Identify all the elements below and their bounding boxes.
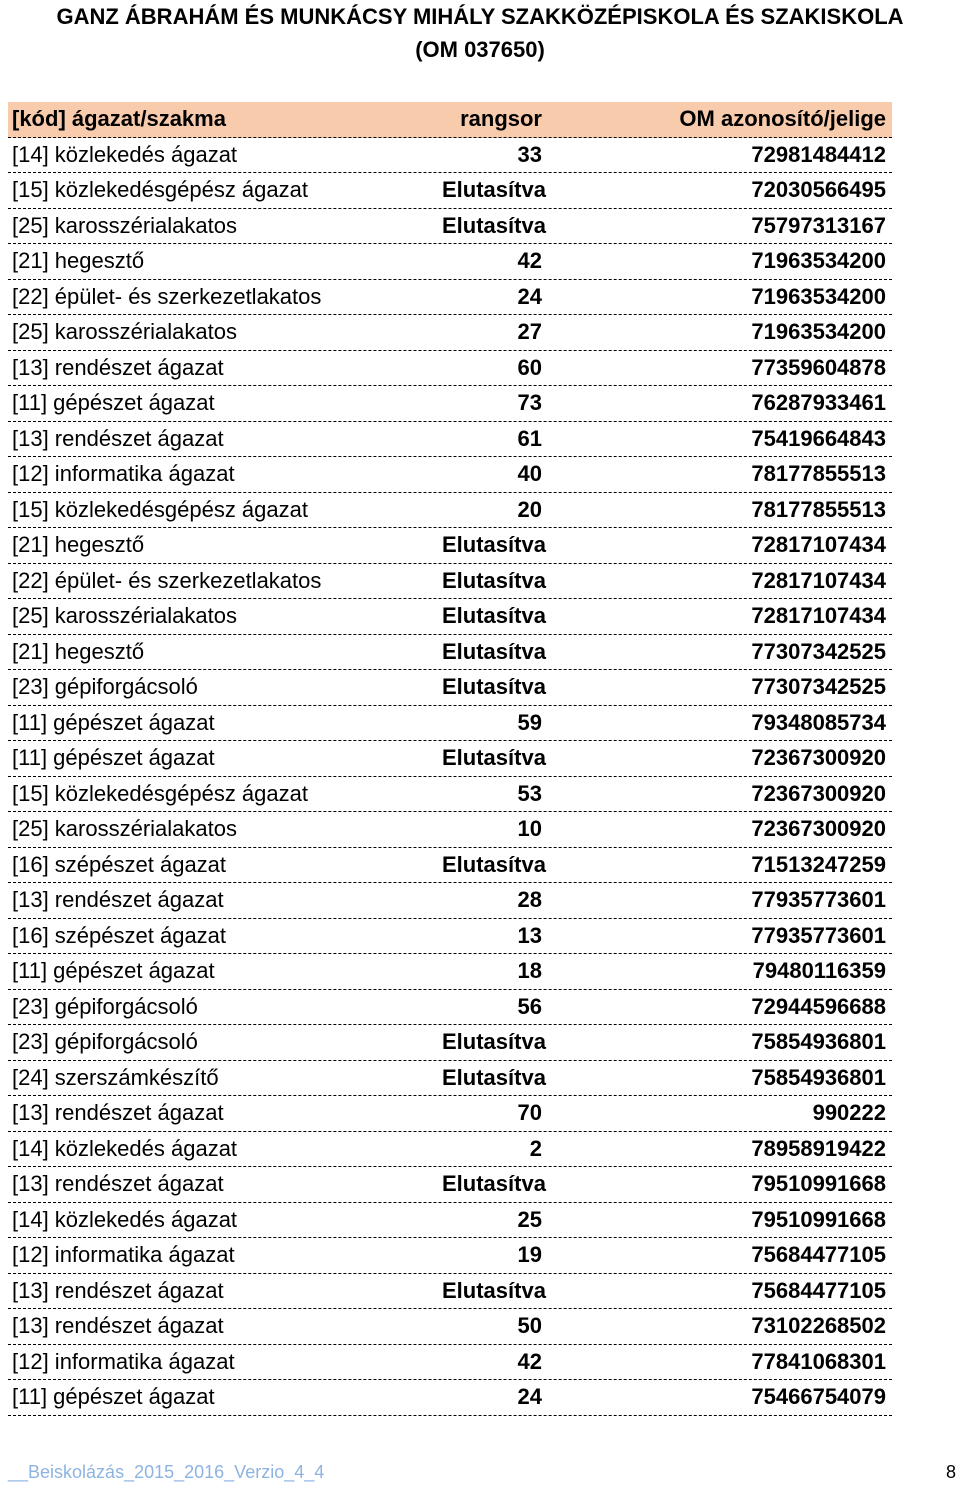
cell-om-id: 77307342525: [751, 674, 886, 700]
cell-rank: 25: [517, 1206, 542, 1232]
table-row: [8, 280, 892, 316]
cell-rank: 18: [517, 958, 542, 984]
table-row: [8, 741, 892, 777]
cell-program: [14] közlekedés ágazat: [12, 141, 238, 167]
cell-rank: 50: [517, 1313, 542, 1339]
cell-rank: 60: [517, 354, 542, 380]
cell-program: [25] karosszérialakatos: [12, 603, 237, 629]
column-header-om-id: OM azonosító/jelige: [679, 106, 886, 132]
table-row: [8, 1061, 892, 1097]
cell-om-id: 72367300920: [751, 745, 886, 771]
table-row: [8, 315, 892, 351]
cell-program: [11] gépészet ágazat: [12, 745, 215, 771]
cell-program: [13] rendészet ágazat: [12, 1100, 224, 1126]
cell-program: [13] rendészet ágazat: [12, 354, 224, 380]
table-row: [8, 138, 892, 174]
table-row: [8, 777, 892, 813]
table-row: [8, 244, 892, 280]
table-row: [8, 1132, 892, 1168]
cell-program: [13] rendészet ágazat: [12, 1313, 224, 1339]
cell-program: [12] informatika ágazat: [12, 1242, 235, 1268]
cell-program: [13] rendészet ágazat: [12, 887, 224, 913]
cell-rank: 40: [517, 461, 542, 487]
cell-rank: 42: [517, 248, 542, 274]
cell-program: [23] gépiforgácsoló: [12, 1029, 198, 1055]
cell-program: [11] gépészet ágazat: [12, 709, 215, 735]
cell-om-id: 990222: [812, 1100, 886, 1126]
cell-program: [11] gépészet ágazat: [12, 958, 215, 984]
document-title: GANZ ÁBRAHÁM ÉS MUNKÁCSY MIHÁLY SZAKKÖZÉPISKOLA ÉS SZAKISKOLA: [56, 4, 904, 29]
cell-rank: 19: [517, 1242, 542, 1268]
cell-program: [21] hegesztő: [12, 638, 145, 664]
table-row: [8, 848, 892, 884]
cell-program: [15] közlekedésgépész ágazat: [12, 496, 308, 522]
cell-om-id: 79480116359: [752, 958, 886, 984]
cell-om-id: 72817107434: [751, 603, 886, 629]
table-row: [8, 1096, 892, 1132]
cell-om-id: 72981484412: [751, 141, 886, 167]
cell-rank: 28: [517, 887, 542, 913]
table-row: [8, 528, 892, 564]
cell-om-id: 77841068301: [751, 1348, 886, 1374]
cell-rank: Elutasítva: [442, 603, 546, 629]
cell-om-id: 77359604878: [751, 354, 886, 380]
cell-om-id: 75797313167: [751, 212, 886, 238]
cell-om-id: 72030566495: [751, 177, 886, 203]
cell-om-id: 72817107434: [751, 532, 886, 558]
table-row: [8, 564, 892, 600]
cell-om-id: 78177855513: [751, 461, 886, 487]
cell-om-id: 72817107434: [751, 567, 886, 593]
table-row: [8, 1025, 892, 1061]
cell-om-id: 72367300920: [751, 780, 886, 806]
cell-om-id: 73102268502: [751, 1313, 886, 1339]
cell-rank: 42: [517, 1348, 542, 1374]
cell-rank: Elutasítva: [442, 1029, 546, 1055]
cell-program: [22] épület- és szerkezetlakatos: [12, 283, 322, 309]
cell-rank: 33: [517, 141, 542, 167]
cell-program: [15] közlekedésgépész ágazat: [12, 177, 308, 203]
table-row: [8, 1167, 892, 1203]
cell-rank: 59: [517, 709, 542, 735]
table-row: [8, 1380, 892, 1416]
column-header-program: [kód] ágazat/szakma: [12, 106, 226, 132]
page-number: 8: [945, 1462, 956, 1482]
cell-program: [12] informatika ágazat: [12, 1348, 235, 1374]
table-row: [8, 990, 892, 1026]
table-row: [8, 457, 892, 493]
column-header-rank: rangsor: [460, 106, 542, 132]
cell-rank: 24: [517, 1384, 542, 1410]
table-header-row: [8, 102, 892, 138]
table-row: [8, 706, 892, 742]
cell-om-id: 77307342525: [751, 638, 886, 664]
footer-file-name: __Beiskolázás_2015_2016_Verzio_4_4: [8, 1462, 325, 1482]
cell-rank: Elutasítva: [442, 674, 546, 700]
cell-rank: 61: [517, 425, 542, 451]
table-row: [8, 919, 892, 955]
cell-rank: Elutasítva: [442, 1064, 546, 1090]
table-row: [8, 1238, 892, 1274]
cell-program: [15] közlekedésgépész ágazat: [12, 780, 308, 806]
cell-om-id: 77935773601: [751, 887, 886, 913]
cell-program: [14] közlekedés ágazat: [12, 1135, 238, 1161]
cell-om-id: 72944596688: [751, 993, 886, 1019]
cell-om-id: 71963534200: [751, 248, 886, 274]
cell-program: [16] szépészet ágazat: [12, 851, 227, 877]
cell-rank: 10: [517, 816, 542, 842]
table-row: [8, 670, 892, 706]
cell-program: [23] gépiforgácsoló: [12, 674, 198, 700]
cell-program: [11] gépészet ágazat: [12, 390, 215, 416]
cell-program: [25] karosszérialakatos: [12, 816, 237, 842]
table-row: [8, 1274, 892, 1310]
table-row: [8, 1309, 892, 1345]
cell-rank: Elutasítva: [442, 567, 546, 593]
cell-rank: Elutasítva: [442, 1171, 546, 1197]
cell-om-id: 77935773601: [751, 922, 886, 948]
table-row: [8, 812, 892, 848]
cell-rank: 13: [517, 922, 542, 948]
cell-rank: 20: [517, 496, 542, 522]
cell-om-id: 78958919422: [751, 1135, 886, 1161]
cell-om-id: 76287933461: [751, 390, 886, 416]
cell-program: [21] hegesztő: [12, 532, 145, 558]
cell-om-id: 79510991668: [751, 1171, 886, 1197]
table-row: [8, 1203, 892, 1239]
cell-om-id: 75854936801: [751, 1029, 886, 1055]
cell-program: [16] szépészet ágazat: [12, 922, 227, 948]
cell-program: [13] rendészet ágazat: [12, 1171, 224, 1197]
table-row: [8, 599, 892, 635]
table-row: [8, 173, 892, 209]
cell-rank: 56: [517, 993, 542, 1019]
cell-program: [21] hegesztő: [12, 248, 145, 274]
cell-program: [23] gépiforgácsoló: [12, 993, 198, 1019]
table-row: [8, 954, 892, 990]
table-row: [8, 351, 892, 387]
cell-program: [13] rendészet ágazat: [12, 425, 224, 451]
cell-rank: Elutasítva: [442, 532, 546, 558]
cell-program: [24] szerszámkészítő: [12, 1064, 219, 1090]
cell-program: [25] karosszérialakatos: [12, 319, 237, 345]
cell-rank: 2: [529, 1135, 542, 1161]
cell-rank: 73: [517, 390, 542, 416]
cell-rank: 53: [517, 780, 542, 806]
cell-program: [25] karosszérialakatos: [12, 212, 237, 238]
cell-om-id: 71513247259: [751, 851, 886, 877]
cell-om-id: 71963534200: [751, 319, 886, 345]
cell-om-id: 75684477105: [751, 1242, 886, 1268]
table-body: [8, 138, 892, 1416]
cell-program: [14] közlekedés ágazat: [12, 1206, 238, 1232]
table-row: [8, 422, 892, 458]
cell-rank: 70: [517, 1100, 542, 1126]
cell-program: [11] gépészet ágazat: [12, 1384, 215, 1410]
table-row: [8, 635, 892, 671]
table-row: [8, 209, 892, 245]
cell-rank: Elutasítva: [442, 851, 546, 877]
table-row: [8, 883, 892, 919]
cell-program: [22] épület- és szerkezetlakatos: [12, 567, 322, 593]
ranking-table: [8, 102, 892, 1416]
table-row: [8, 386, 892, 422]
cell-rank: 24: [517, 283, 542, 309]
cell-om-id: 71963534200: [751, 283, 886, 309]
document-subtitle: (OM 037650): [415, 37, 545, 62]
cell-om-id: 72367300920: [751, 816, 886, 842]
cell-rank: Elutasítva: [442, 212, 546, 238]
cell-om-id: 78177855513: [751, 496, 886, 522]
cell-om-id: 79510991668: [751, 1206, 886, 1232]
cell-rank: Elutasítva: [442, 745, 546, 771]
cell-program: [13] rendészet ágazat: [12, 1277, 224, 1303]
cell-om-id: 75684477105: [751, 1277, 886, 1303]
cell-rank: Elutasítva: [442, 638, 546, 664]
cell-om-id: 75466754079: [751, 1384, 886, 1410]
cell-rank: 27: [517, 319, 542, 345]
cell-rank: Elutasítva: [442, 177, 546, 203]
cell-rank: Elutasítva: [442, 1277, 546, 1303]
cell-om-id: 79348085734: [751, 709, 886, 735]
table-row: [8, 1345, 892, 1381]
cell-program: [12] informatika ágazat: [12, 461, 235, 487]
table-row: [8, 493, 892, 529]
cell-om-id: 75854936801: [751, 1064, 886, 1090]
cell-om-id: 75419664843: [751, 425, 886, 451]
